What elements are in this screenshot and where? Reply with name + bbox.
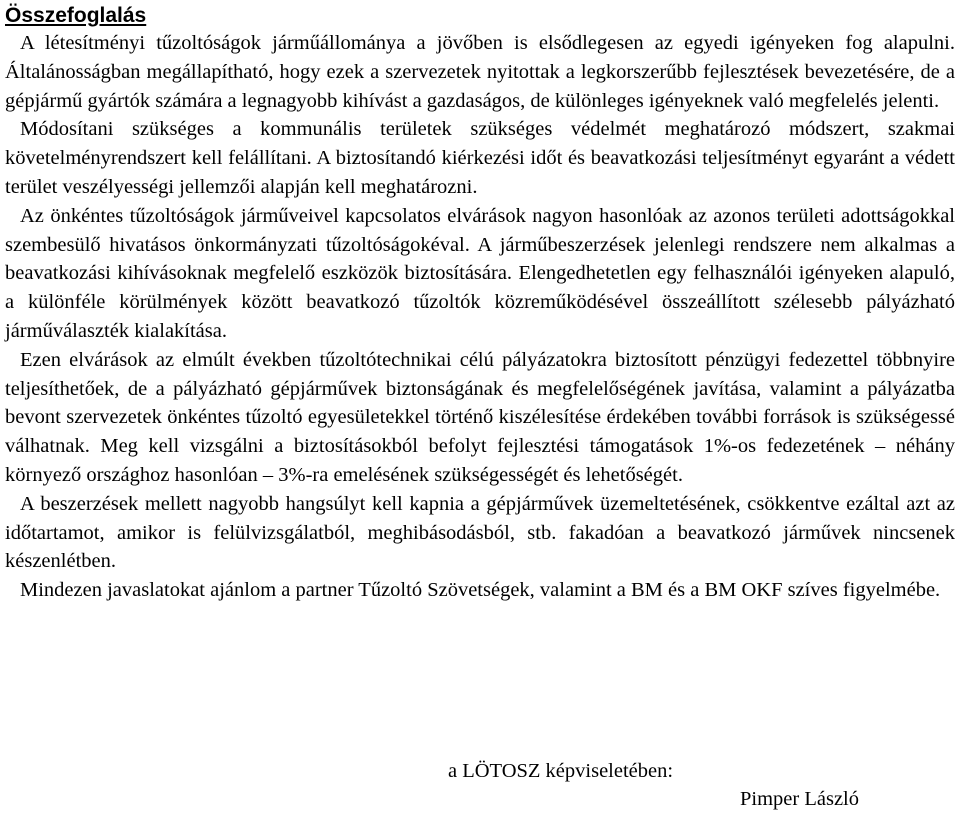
paragraph-3: Az önkéntes tűzoltóságok járműveivel kapcsolatos elvárások nagyon hasonlóak az azonos területi adottságokkal szembesülő hivatásos önkormányzati tűzoltóságokéval. A járműbeszerzések jelenlegi rendszere nem alkalmas a beavatkozási kihívásoknak megfelelő eszközök biztosítására. Elengedhetetlen egy felhasználói igényeken alapuló, a különféle körülmények között beavatkozó tűzoltók közreműködésével összeállított szélesebb pályázható járműválaszték kialakítása.	[5, 204, 955, 342]
paragraph-1: A létesítményi tűzoltóságok járműállománya a jövőben is elsődlegesen az egyedi igényeken fog alapulni. Általánosságban megállapítható, hogy ezek a szervezetek nyitottak a legkorszerűbb fejlesztések bevezetésére, de a gépjármű gyártók számára a legnagyobb kihívást a gazdaságos, de különleges igényeknek való megfelelés jelenti.	[5, 32, 955, 112]
paragraph-5: A beszerzések mellett nagyobb hangsúlyt kell kapnia a gépjárművek üzemeltetésének, csökkentve ezáltal azt az időtartamot, amikor is felülvizsgálatból, meghibásodásból, stb. fakadóan a beavatkozó járművek nincsenek készenlétben.	[5, 492, 955, 573]
signature-name: Pimper László	[740, 788, 859, 810]
signature-role: a LÖTOSZ képviseletében:	[448, 760, 674, 782]
paragraph-4: Ezen elvárások az elmúlt években tűzoltótechnikai célú pályázatokra biztosított pénzügyi fedezettel többnyire teljesíthetőek, de a pályázható gépjárművek biztonságának és megfelelőségének javítása, valamint a pályázatba bevont szervezetek önkéntes tűzoltó egyesületekkel történő kiszélesítése érdekében további források is szükségessé válhatnak. Meg kell vizsgálni a biztosításokból befolyt fejlesztési támogatások 1%-os fedezetének – néhány környező országhoz hasonlóan – 3%-ra emelésének szükségességét és lehetőségét.	[5, 348, 955, 486]
summary-heading: Összefoglalás	[5, 4, 147, 27]
paragraph-2: Módosítani szükséges a kommunális területek szükséges védelmét meghatározó módszert, szakmai követelményrendszert kell felállítani. A biztosítandó kiérkezési időt és beavatkozási teljesítményt egyaránt a védett terület veszélyességi jellemzői alapján kell meghatározni.	[5, 118, 955, 198]
document-page	[5, 0, 955, 605]
paragraph-6: Mindezen javaslatokat ajánlom a partner Tűzoltó Szövetségek, valamint a BM és a BM OKF szíves figyelmébe.	[20, 579, 941, 602]
